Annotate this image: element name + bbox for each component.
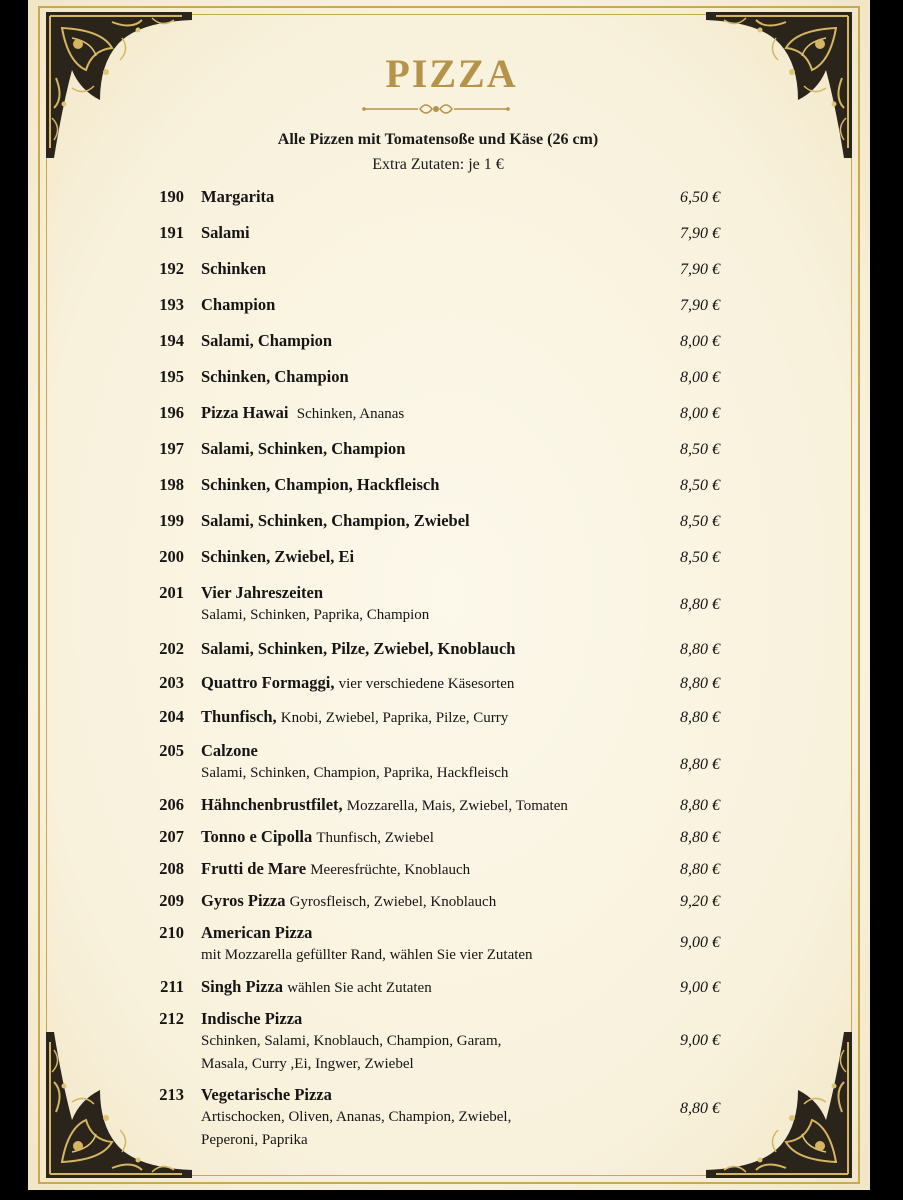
- extra-ingredients-note: Extra Zutaten: je 1 €: [372, 156, 504, 173]
- item-price: 8,80 €: [680, 596, 720, 613]
- item-name: Schinken: [201, 259, 267, 278]
- item-description: Peperoni, Paprika: [201, 1132, 308, 1148]
- item-description: Masala, Curry ,Ei, Ingwer, Zwiebel: [201, 1056, 414, 1072]
- item-name: Vier Jahreszeiten: [201, 583, 324, 602]
- item-description: Salami, Schinken, Paprika, Champion: [201, 607, 430, 623]
- item-text: [201, 826, 631, 849]
- item-number: 190: [159, 187, 184, 206]
- item-description: Schinken, Salami, Knoblauch, Champion, Garam,: [201, 1033, 502, 1049]
- ornamental-divider-icon: [362, 98, 510, 120]
- item-text: [201, 672, 631, 695]
- item-price: 8,00 €: [680, 405, 720, 422]
- item-name: Tonno e Cipolla: [201, 827, 313, 846]
- item-name: Thunfisch,: [201, 707, 277, 726]
- item-text: [201, 858, 631, 881]
- item-number: 211: [160, 977, 184, 996]
- item-description: Salami, Schinken, Champion, Paprika, Hackfleisch: [201, 765, 509, 781]
- item-name: Schinken, Zwiebel, Ei: [201, 547, 355, 566]
- item-text: [201, 976, 631, 999]
- item-name: Pizza Hawai: [201, 403, 289, 422]
- item-number: 191: [159, 223, 184, 242]
- item-description: Gyrosfleisch, Zwiebel, Knoblauch: [289, 894, 497, 910]
- item-number: 202: [159, 639, 184, 658]
- item-text: [201, 706, 631, 729]
- item-price: 9,00 €: [680, 979, 720, 996]
- item-price: 8,00 €: [680, 333, 720, 350]
- page-title: PIZZA: [385, 51, 518, 96]
- item-price: 8,50 €: [680, 441, 720, 458]
- corner-ornament-icon: [42, 1032, 192, 1182]
- item-name: American Pizza: [201, 923, 313, 942]
- item-number: 192: [159, 259, 184, 278]
- item-price: 8,80 €: [680, 1100, 720, 1117]
- item-name: Singh Pizza: [201, 977, 284, 996]
- item-price: 8,80 €: [680, 675, 720, 692]
- item-text: [201, 1008, 631, 1076]
- item-price: 7,90 €: [680, 297, 720, 314]
- item-price: 8,80 €: [680, 829, 720, 846]
- item-price: 7,90 €: [680, 261, 720, 278]
- item-name: Calzone: [201, 741, 258, 760]
- item-number: 207: [159, 827, 184, 846]
- item-price: 7,90 €: [680, 225, 720, 242]
- item-number: 205: [159, 741, 184, 760]
- item-number: 193: [159, 295, 184, 314]
- item-name: Schinken, Champion, Hackfleisch: [201, 475, 440, 494]
- item-name: Gyros Pizza: [201, 891, 286, 910]
- item-number: 203: [159, 673, 184, 692]
- item-name: Salami: [201, 223, 250, 242]
- item-description: mit Mozzarella gefüllter Rand, wählen Sie vier Zutaten: [201, 947, 533, 963]
- item-price: 8,80 €: [680, 797, 720, 814]
- item-name: Frutti de Mare: [201, 859, 307, 878]
- item-description: vier verschiedene Käsesorten: [338, 676, 515, 692]
- item-number: 210: [159, 923, 184, 942]
- item-description: Thunfisch, Zwiebel: [316, 830, 434, 846]
- item-name: Champion: [201, 295, 276, 314]
- item-price: 8,00 €: [680, 369, 720, 386]
- item-price: 8,50 €: [680, 513, 720, 530]
- item-number: 204: [159, 707, 184, 726]
- item-name: Hähnchenbrustfilet,: [201, 795, 343, 814]
- item-number: 194: [159, 331, 184, 350]
- item-name: Vegetarische Pizza: [201, 1085, 332, 1104]
- item-name: Salami, Schinken, Champion: [201, 439, 406, 458]
- item-number: 201: [159, 583, 184, 602]
- item-name: Indische Pizza: [201, 1009, 303, 1028]
- item-description: Knobi, Zwiebel, Paprika, Pilze, Curry: [280, 710, 509, 726]
- item-text: [201, 582, 631, 627]
- item-description: Artischocken, Oliven, Ananas, Champion, Zwiebel,: [201, 1109, 512, 1125]
- item-price: 8,50 €: [680, 549, 720, 566]
- corner-ornament-icon: [706, 1032, 856, 1182]
- item-name: Schinken, Champion: [201, 367, 349, 386]
- item-text: [201, 366, 631, 388]
- item-number: 213: [159, 1085, 184, 1104]
- item-price: 8,80 €: [680, 756, 720, 773]
- item-text: [201, 258, 631, 280]
- item-text: [201, 330, 631, 352]
- item-text: [201, 186, 631, 208]
- item-name: Salami, Schinken, Pilze, Zwiebel, Knoblauch: [201, 639, 516, 658]
- item-number: 196: [159, 403, 184, 422]
- item-name: Quattro Formaggi,: [201, 673, 335, 692]
- item-text: [201, 546, 631, 568]
- item-description: Mozzarella, Mais, Zwiebel, Tomaten: [346, 798, 568, 814]
- menu-subtitle: Alle Pizzen mit Tomatensoße und Käse (26 cm): [277, 131, 599, 148]
- item-number: 197: [159, 439, 184, 458]
- item-text: [201, 922, 631, 967]
- item-price: 9,00 €: [680, 1032, 720, 1049]
- item-price: 9,20 €: [680, 893, 720, 910]
- item-text: [201, 890, 631, 913]
- item-text: [201, 740, 631, 785]
- item-text: [201, 438, 631, 460]
- item-text: [201, 402, 631, 425]
- item-number: 195: [159, 367, 184, 386]
- item-text: [201, 294, 631, 316]
- item-number: 208: [159, 859, 184, 878]
- item-text: [201, 794, 631, 817]
- item-number: 212: [159, 1009, 184, 1028]
- item-number: 206: [159, 795, 184, 814]
- item-text: [201, 638, 631, 660]
- item-text: [201, 474, 631, 496]
- item-text: [201, 222, 631, 244]
- item-price: 8,80 €: [680, 861, 720, 878]
- item-name: Margarita: [201, 187, 275, 206]
- item-text: [201, 1084, 631, 1152]
- item-number: 199: [159, 511, 184, 530]
- item-description: wählen Sie acht Zutaten: [287, 980, 432, 996]
- item-text: [201, 510, 631, 532]
- item-price: 8,80 €: [680, 641, 720, 658]
- item-name: Salami, Schinken, Champion, Zwiebel: [201, 511, 470, 530]
- item-number: 200: [159, 547, 184, 566]
- item-name: Salami, Champion: [201, 331, 333, 350]
- item-description: Meeresfrüchte, Knoblauch: [310, 862, 471, 878]
- item-number: 198: [159, 475, 184, 494]
- item-price: 9,00 €: [680, 934, 720, 951]
- item-price: 8,50 €: [680, 477, 720, 494]
- item-description: Schinken, Ananas: [296, 406, 405, 422]
- item-number: 209: [159, 891, 184, 910]
- item-price: 6,50 €: [680, 189, 720, 206]
- item-price: 8,80 €: [680, 709, 720, 726]
